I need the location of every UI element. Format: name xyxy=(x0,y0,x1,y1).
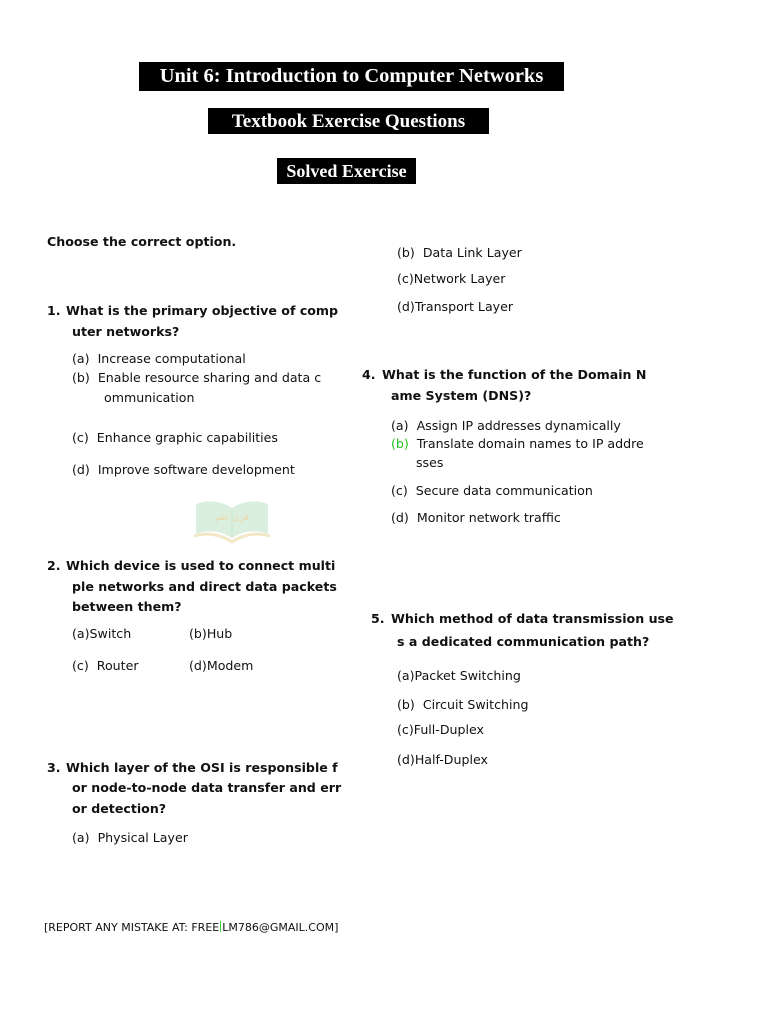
q2-option-d xyxy=(189,658,253,673)
option-label: (a) xyxy=(72,830,90,845)
option-label: (a) xyxy=(397,668,415,683)
option-label: (c) xyxy=(72,658,89,673)
option-text: Increase computational xyxy=(97,351,246,366)
option-text: Secure data communication xyxy=(415,483,593,498)
question-3-text-line-1: Which layer of the OSI is responsible f xyxy=(66,760,338,775)
option-text: Packet Switching xyxy=(414,668,521,683)
option-text: Half-Duplex xyxy=(414,752,488,767)
option-text: Translate domain names to IP addre xyxy=(416,436,644,451)
q4-option-d xyxy=(391,510,561,525)
option-label: (a) xyxy=(72,351,90,366)
q5-option-a xyxy=(397,668,521,683)
option-text: Hub xyxy=(206,626,233,641)
option-label: (a) xyxy=(391,418,409,433)
question-5-text-line-2: s a dedicated communication path? xyxy=(397,634,650,649)
question-2-number: 2. xyxy=(47,558,61,573)
question-2-text-line-1: Which device is used to connect multi xyxy=(66,558,336,573)
option-text: Circuit Switching xyxy=(422,697,529,712)
report-mistake-footer xyxy=(44,921,338,934)
option-label: (a) xyxy=(72,626,90,641)
question-4-text-line-2: ame System (DNS)? xyxy=(391,388,532,403)
q1-option-a xyxy=(72,351,246,366)
option-label: (c) xyxy=(72,430,89,445)
footer-email-suffix: LM786@GMAIL.COM] xyxy=(222,921,339,934)
option-label: (d) xyxy=(391,510,409,525)
option-text: Full-Duplex xyxy=(413,722,484,737)
option-text: Assign IP addresses dynamically xyxy=(416,418,621,433)
q1-option-b-continued: ommunication xyxy=(104,390,195,405)
q4-option-c xyxy=(391,483,593,498)
option-text: Switch xyxy=(89,626,132,641)
option-text: Modem xyxy=(206,658,254,673)
question-3-number: 3. xyxy=(47,760,61,775)
question-3-text-line-2: or node-to-node data transfer and err xyxy=(72,780,342,795)
subsection-title: Solved Exercise xyxy=(277,158,416,184)
q3-option-b xyxy=(397,245,522,260)
option-label-answer: (b) xyxy=(391,436,409,451)
instruction-text: Choose the correct option. xyxy=(47,234,237,249)
option-text: Monitor network traffic xyxy=(416,510,561,525)
option-text: Improve software development xyxy=(97,462,295,477)
question-2-text-line-3: between them? xyxy=(72,599,182,614)
q5-option-d xyxy=(397,752,488,767)
option-label: (d) xyxy=(397,299,415,314)
section-title: Textbook Exercise Questions xyxy=(208,108,489,134)
q1-option-d xyxy=(72,462,295,477)
question-5-text-line-1: Which method of data transmission use xyxy=(391,611,674,626)
question-4-text-line-1: What is the function of the Domain N xyxy=(382,367,647,382)
question-1-text-line-1: What is the primary objective of comp xyxy=(66,303,339,318)
footer-prefix: [REPORT ANY MISTAKE AT: FREE xyxy=(44,921,220,934)
q3-option-d xyxy=(397,299,513,314)
question-2-text-line-2: ple networks and direct data packets xyxy=(72,579,337,594)
logo-text: فری علم xyxy=(215,513,249,523)
option-text: Router xyxy=(96,658,139,673)
option-text: Physical Layer xyxy=(97,830,188,845)
q2-option-c xyxy=(72,658,139,673)
option-text: Transport Layer xyxy=(414,299,514,314)
question-1-text-line-2: uter networks? xyxy=(72,324,180,339)
option-label: (c) xyxy=(391,483,408,498)
option-text: Data Link Layer xyxy=(422,245,522,260)
q3-option-c xyxy=(397,271,505,286)
option-label: (b) xyxy=(397,697,415,712)
option-label: (d) xyxy=(397,752,415,767)
option-label: (c) xyxy=(397,271,414,286)
question-5-number: 5. xyxy=(371,611,385,626)
q1-option-b xyxy=(72,370,321,385)
q1-option-c xyxy=(72,430,278,445)
question-4-number: 4. xyxy=(362,367,376,382)
question-1-number: 1. xyxy=(47,303,61,318)
q2-option-b xyxy=(189,626,232,641)
option-label: (b) xyxy=(189,626,207,641)
option-label: (b) xyxy=(397,245,415,260)
option-label: (d) xyxy=(72,462,90,477)
watermark-logo xyxy=(190,494,274,544)
option-text: Network Layer xyxy=(413,271,506,286)
option-label: (d) xyxy=(189,658,207,673)
question-3-text-line-3: or detection? xyxy=(72,801,167,816)
q3-option-a xyxy=(72,830,188,845)
option-label: (c) xyxy=(397,722,414,737)
unit-title: Unit 6: Introduction to Computer Networks xyxy=(139,62,564,91)
q5-option-b xyxy=(397,697,529,712)
q2-option-a xyxy=(72,626,131,641)
q4-option-a xyxy=(391,418,621,433)
option-label: (b) xyxy=(72,370,90,385)
q4-option-b-continued: sses xyxy=(416,455,444,470)
option-text: Enable resource sharing and data c xyxy=(97,370,322,385)
q5-option-c xyxy=(397,722,484,737)
option-text: Enhance graphic capabilities xyxy=(96,430,278,445)
q4-option-b xyxy=(391,436,644,451)
